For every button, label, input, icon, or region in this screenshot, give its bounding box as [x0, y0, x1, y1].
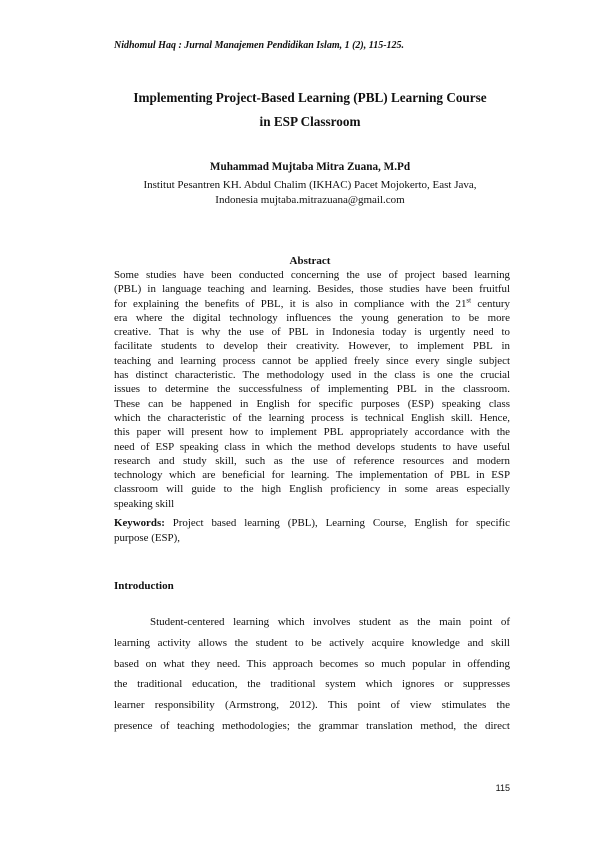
- abstract-heading: Abstract: [289, 255, 331, 267]
- author-affiliation: [70, 178, 550, 208]
- introduction-line: based on what they need. This approach becomes so much popular in offending: [114, 657, 510, 670]
- abstract-line: Some studies have been conducted concerning the use of project based learning: [114, 269, 510, 281]
- abstract-line: issues to determine the successfulness of implementing PBL in the classroom.: [114, 383, 510, 396]
- affiliation-line-2: Indonesia mujtaba.mitrazuana@gmail.com: [215, 194, 405, 206]
- abstract-line: teaching and learning process cannot be applied freely since every single subject: [114, 354, 510, 367]
- abstract-line: [114, 297, 510, 311]
- abstract-line: need of ESP speaking class in which the method develops students to have useful: [114, 440, 510, 453]
- introduction-line: Student-centered learning which involves student as the main point of: [150, 616, 510, 628]
- keywords-line-1: [114, 516, 510, 531]
- abstract-line: classroom will guide to the high English proficiency in some areas especially: [114, 483, 510, 496]
- introduction-line: learning activity allows the student to be actively acquire knowledge and skill: [114, 636, 510, 649]
- abstract-line: facilitate students to develop their creativity. However, to implement PBL in: [114, 340, 510, 353]
- abstract-line: has distinct characteristic. The methodology used in the class is one the crucial: [114, 369, 510, 382]
- paper-title: [70, 86, 550, 134]
- introduction-line: learner responsibility (Armstrong, 2012). This point of view stimulates the: [114, 699, 510, 712]
- author-name: Muhammad Mujtaba Mitra Zuana, M.Pd: [209, 161, 411, 173]
- abstract-line: research and study skill, such as the use of reference resources and modern: [114, 454, 510, 467]
- abstract-line: which the characteristic of the learning process is technical English skill. Hence,: [114, 411, 510, 424]
- introduction-line: presence of teaching methodologies; the grammar translation method, the direct: [114, 719, 510, 732]
- journal-citation-header: Nidhomul Haq : Jurnal Manajemen Pendidikan Islam, 1 (2), 115-125.: [114, 40, 405, 51]
- paper-title-line-2: in ESP Classroom: [259, 114, 361, 129]
- keywords-section: [114, 516, 510, 546]
- introduction-body: [114, 612, 510, 737]
- abstract-line: creative. That is why the use of PBL in Indonesia today is urgently need to: [114, 326, 510, 339]
- introduction-heading: Introduction: [114, 580, 174, 592]
- abstract-line-text: for explaining the benefits of PBL, it is also in compliance with the 21: [114, 297, 467, 310]
- abstract-body: [114, 268, 510, 511]
- abstract-line: this paper will present how to implement PBL appropriately accordance with the: [114, 426, 510, 439]
- keywords-text: Project based learning (PBL), Learning Course, English for specific: [164, 517, 510, 529]
- keywords-line-2: purpose (ESP),: [114, 532, 180, 544]
- abstract-line: speaking skill: [114, 497, 175, 510]
- abstract-line: era where the digital technology influences the young generation to be more: [114, 311, 510, 324]
- introduction-line: the traditional education, the traditional system which ignores or suppresses: [114, 678, 510, 691]
- page-number: 115: [495, 783, 510, 793]
- superscript-st: st: [466, 295, 472, 304]
- keywords-label: Keywords:: [114, 517, 165, 529]
- abstract-line: These can be happened in English for specific purposes (ESP) speaking class: [114, 397, 510, 410]
- abstract-line: technology which are beneficial for learning. The implementation of PBL in ESP: [114, 469, 510, 482]
- paper-title-line-1: Implementing Project-Based Learning (PBL) Learning Course: [133, 90, 487, 105]
- abstract-line-tail: century: [471, 297, 510, 310]
- abstract-line: (PBL) in language teaching and learning. Besides, those studies have been fruitful: [114, 283, 510, 296]
- affiliation-line-1: Institut Pesantren KH. Abdul Chalim (IKHAC) Pacet Mojokerto, East Java,: [143, 179, 477, 191]
